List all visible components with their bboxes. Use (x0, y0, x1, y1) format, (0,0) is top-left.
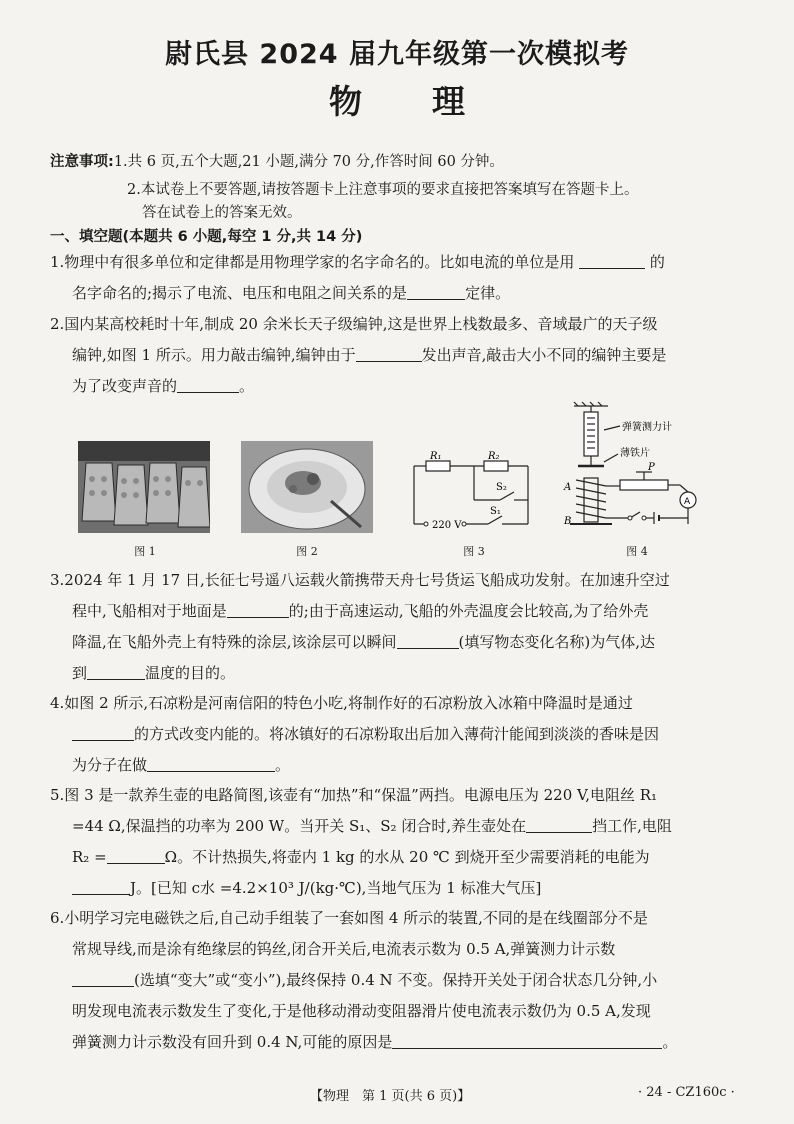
figure-3-circuit (404, 448, 544, 534)
q6-blank-2[interactable] (392, 1032, 662, 1049)
fig3-label-s1: S₁ (490, 506, 501, 517)
question-6 (50, 903, 750, 1058)
q5-text-c: 挡工作,电阻 (592, 817, 672, 835)
q1-text-d: 定律。 (465, 284, 511, 302)
q3-text-g: 温度的目的。 (145, 664, 236, 682)
q3-text-d: 降温,在飞船外壳上有特殊的涂层,该涂层可以瞬间 (72, 633, 397, 651)
footer-code: · 24 - CZ160c · (638, 1085, 735, 1100)
q6-text-c: (选填“变大”或“变小”),最终保持 0.4 N 不变。保持开关处于闭合状态几分钟,小 (134, 971, 658, 989)
q2-text-e: 。 (239, 377, 255, 395)
fig3-label-s2: S₂ (496, 482, 507, 493)
figure-2-image (241, 441, 373, 533)
figure-4-caption: 图 4 (626, 545, 648, 558)
q2-text-b: 编钟,如图 1 所示。用力敲击编钟,编钟由于 (72, 346, 356, 364)
question-1 (50, 247, 750, 309)
q4-text-a: 4.如图 2 所示,石凉粉是河南信阳的特色小吃,将制作好的石凉粉放入冰箱中降温时是通过 (50, 694, 633, 712)
fig4-label-a: A (564, 482, 572, 493)
q4-text-d: 。 (275, 756, 291, 774)
q5-text-f: J。[已知 c水 =4.2×10³ J/(kg·℃),当地气压为 1 标准大气压] (130, 879, 542, 897)
figure-3-caption: 图 3 (463, 545, 485, 558)
notes-line-1 (50, 150, 504, 171)
q6-text-f: 。 (662, 1033, 678, 1051)
notes-label: 注意事项: (50, 154, 114, 170)
q5-text-b: =44 Ω,保温挡的功率为 200 W。当开关 S₁、S₂ 闭合时,养生壶处在 (72, 817, 527, 835)
question-4 (50, 688, 750, 781)
notes-item-2b: 答在试卷上的答案无效。 (142, 205, 302, 221)
fig3-label-r1: R₁ (430, 451, 442, 462)
q6-text-b: 常规导线,而是涂有绝缘层的钨丝,闭合开关后,电流表示数为 0.5 A,弹簧测力计示数 (72, 940, 616, 958)
q2-text-a: 2.国内某高校耗时十年,制成 20 余米长天子级编钟,这是世界上栈数最多、音域最广的天子级 (50, 315, 658, 333)
notes-item-2: 2.本试卷上不要答题,请按答题卡上注意事项的要求直接把答案填写在答题卡上。 (127, 182, 639, 198)
q1-blank-2[interactable] (407, 283, 465, 300)
q2-blank-1[interactable] (356, 345, 422, 362)
q3-text-c: 的;由于高速运动,飞船的外壳温度会比较高,为了给外壳 (288, 602, 649, 620)
section-heading: 一、填空题(本题共 6 小题,每空 1 分,共 14 分) (50, 229, 363, 245)
q3-text-a: 3.2024 年 1 月 17 日,长征七号遥八运载火箭携带天舟七号货运飞船成功发射。在加速升空过 (50, 571, 670, 589)
exam-title: 尉氏县 2024 届九年级第一次模拟考 (165, 39, 629, 70)
q6-text-e: 弹簧测力计示数没有回升到 0.4 N,可能的原因是 (72, 1033, 393, 1051)
q4-blank-1[interactable] (72, 724, 134, 741)
q3-blank-3[interactable] (87, 663, 145, 680)
figure-4-apparatus (560, 400, 710, 536)
question-3 (50, 565, 750, 689)
fig4-label-iron: 薄铁片 (620, 448, 650, 459)
q6-text-d: 明发现电流表示数发生了变化,于是他移动滑动变阻器滑片使电流表示数仍为 0.5 A,发现 (72, 1002, 651, 1020)
q6-blank-1[interactable] (72, 970, 134, 987)
q5-blank-3[interactable] (72, 878, 130, 895)
q4-blank-2[interactable] (147, 755, 275, 772)
q1-text-b: 的 (649, 253, 665, 271)
fig3-label-voltage: 220 V (432, 520, 462, 531)
q5-blank-2[interactable] (107, 847, 165, 864)
q4-text-b: 的方式改变内能的。将冰镇好的石凉粉取出后加入薄荷汁能闻到淡淡的香味是因 (134, 725, 660, 743)
question-5 (50, 780, 750, 904)
exam-subject: 物理 (329, 82, 535, 121)
fig3-label-r2: R₂ (488, 451, 500, 462)
q2-text-d: 为了改变声音的 (72, 377, 178, 395)
q4-text-c: 为分子在做 (72, 756, 148, 774)
q5-text-a: 5.图 3 是一款养生壶的电路简图,该壶有“加热”和“保温”两挡。电源电压为 220 V,电阻丝 R₁ (50, 786, 658, 804)
q3-text-f: 到 (72, 664, 88, 682)
figure-1-image (78, 441, 210, 533)
q1-text-c: 名字命名的;揭示了电流、电压和电阻之间关系的是 (72, 284, 408, 302)
question-2 (50, 309, 750, 402)
q1-blank-1[interactable] (579, 252, 645, 269)
q3-blank-1[interactable] (227, 601, 289, 618)
fig4-label-b: B (564, 516, 572, 527)
q2-text-c: 发出声音,敲击大小不同的编钟主要是 (421, 346, 667, 364)
q5-blank-1[interactable] (526, 816, 592, 833)
q3-text-e: (填写物态变化名称)为气体,达 (458, 633, 656, 651)
figure-1-caption: 图 1 (134, 545, 156, 558)
q1-text-a: 1.物理中有很多单位和定律都是用物理学家的名字命名的。比如电流的单位是用 (50, 253, 575, 271)
footer-page-info: 【物理 第 1 页(共 6 页)】 (310, 1089, 471, 1104)
fig4-label-spring: 弹簧测力计 (622, 422, 672, 433)
q5-text-e: Ω。不计热损失,将壶内 1 kg 的水从 20 ℃ 到烧开至少需要消耗的电能为 (164, 848, 650, 866)
fig4-label-p: P (648, 462, 655, 473)
figure-2-caption: 图 2 (296, 545, 318, 558)
notes-item-1: 1.共 6 页,五个大题,21 小题,满分 70 分,作答时间 60 分钟。 (113, 154, 504, 170)
q5-text-d: R₂ = (72, 848, 107, 866)
q6-text-a: 6.小明学习完电磁铁之后,自己动手组装了一套如图 4 所示的装置,不同的是在线圈部分不是 (50, 909, 648, 927)
q2-blank-2[interactable] (177, 376, 239, 393)
fig4-label-ammeter: A (684, 497, 691, 507)
q3-text-b: 程中,飞船相对于地面是 (72, 602, 227, 620)
q3-blank-2[interactable] (397, 632, 459, 649)
